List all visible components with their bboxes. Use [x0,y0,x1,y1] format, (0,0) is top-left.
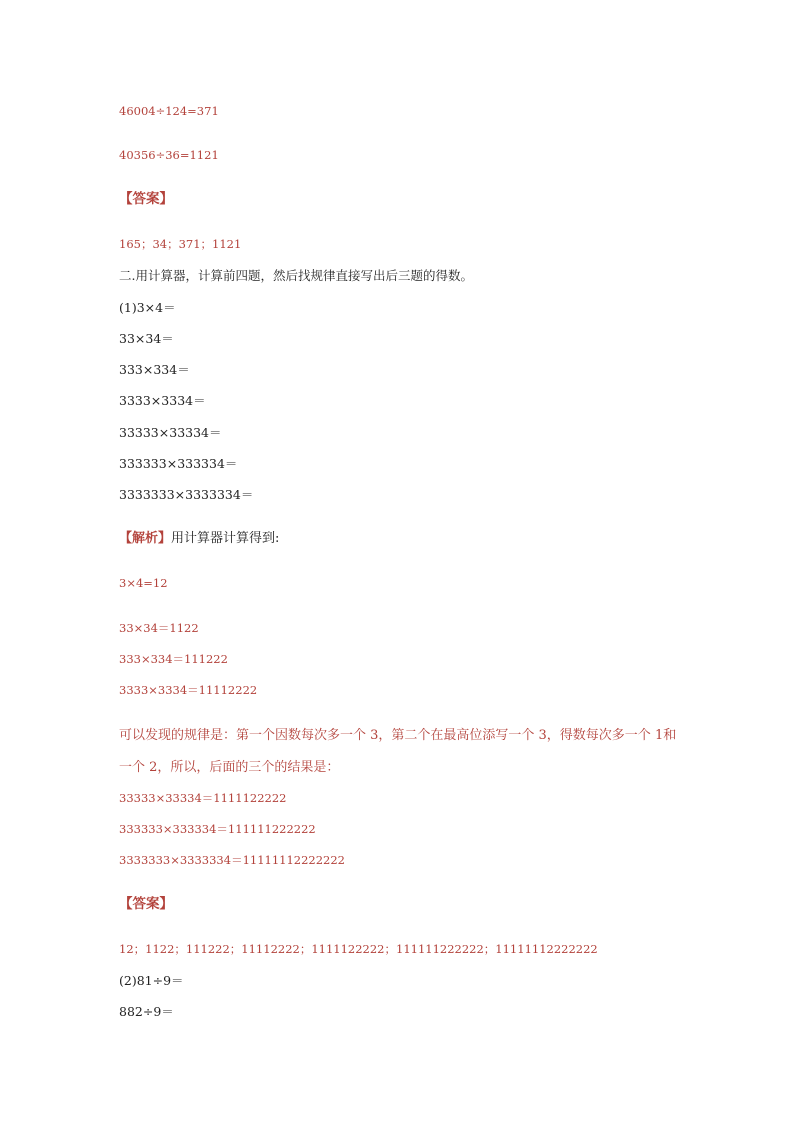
question-2-1-line-4: 3333×3334＝ [119,393,206,408]
answer-values-2: 12；1122；111222；11112222；1111122222；111111222222；11111112222222 [119,942,598,956]
question-2-1-line-1: (1)3×4＝ [119,300,176,315]
question-2-1-line-7: 3333333×3333334＝ [119,487,254,502]
analysis-line [119,532,279,545]
pattern-result-1: 33333×33334＝1111122222 [119,791,287,805]
question-2-2-line-2: 882÷9＝ [119,1004,174,1019]
calc-line-40356: 40356÷36=1121 [119,148,219,162]
pattern-explanation: 可以发现的规律是：第一个因数每次多一个 3，第二个在最高位添写一个 3，得数每次多一个 1和一个 2，所以，后面的三个的结果是： [119,728,677,775]
question-2-1-line-6: 333333×333334＝ [119,456,238,471]
question-2-prompt: 二.用计算器，计算前四题，然后找规律直接写出后三题的得数。 [119,268,473,283]
question-2-1-line-5: 33333×33334＝ [119,425,222,440]
question-2-2-line-1: (2)81÷9＝ [119,973,184,988]
analysis-intro: 用计算器计算得到: [171,531,280,546]
answer-heading-1: 【答案】 [119,191,173,207]
answer-values-1: 165；34；371；1121 [119,237,242,251]
result-line-3: 333×334＝111222 [119,652,228,666]
question-2-1-line-2: 33×34＝ [119,331,174,346]
calc-line-46004: 46004÷124=371 [119,104,219,118]
answer-heading-2: 【答案】 [119,896,173,912]
pattern-result-3: 3333333×3333334＝11111112222222 [119,853,346,867]
analysis-heading: 【解析】 [119,531,172,546]
result-line-2: 33×34＝1122 [119,621,199,635]
result-line-1: 3×4=12 [119,576,168,590]
result-line-4: 3333×3334＝11112222 [119,683,258,697]
question-2-1-line-3: 333×334＝ [119,362,190,377]
pattern-result-2: 333333×333334＝111111222222 [119,822,316,836]
